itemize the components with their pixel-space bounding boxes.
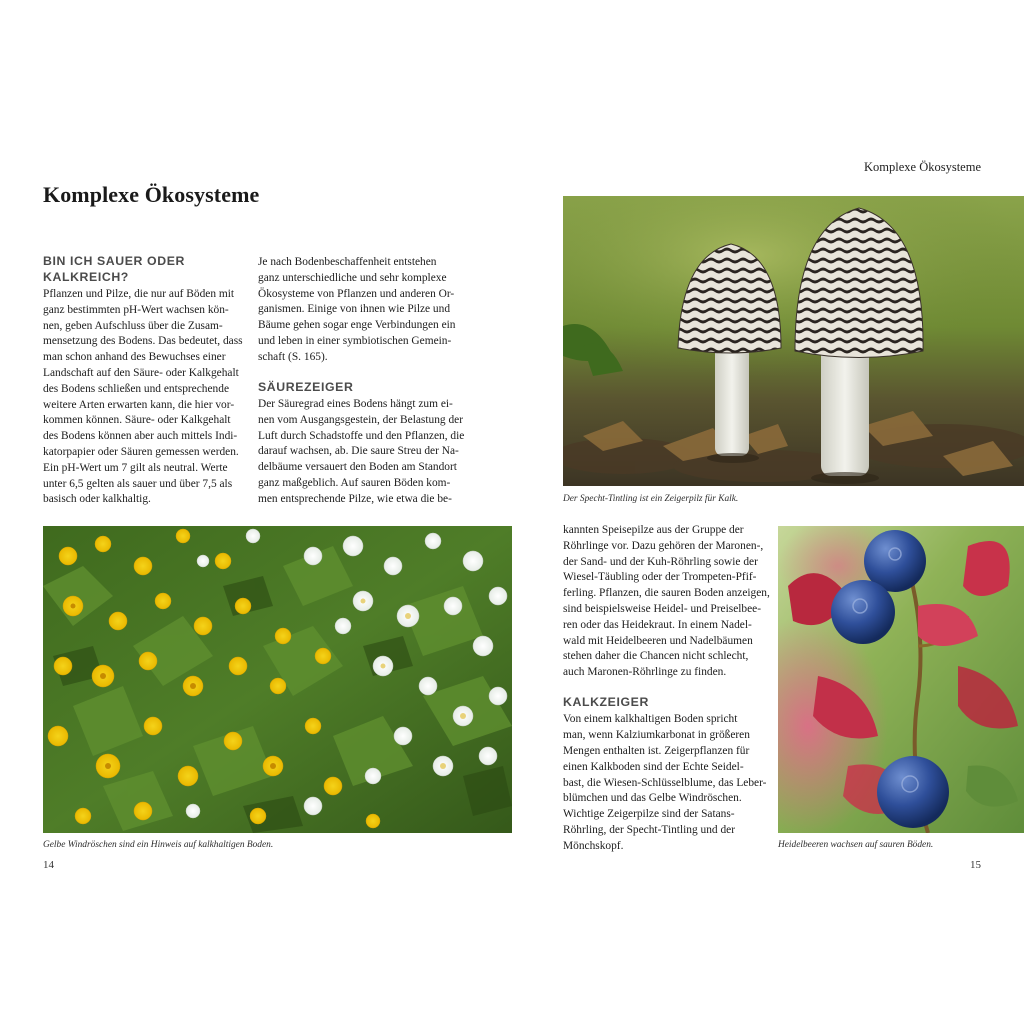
section-heading-saeurezeiger: SÄUREZEIGER <box>258 379 354 394</box>
section-heading-sauer-kalk: BIN ICH SAUER ODER KALKREICH? <box>43 254 185 284</box>
left-column-2 <box>258 255 472 508</box>
chapter-title: Komplexe Ökosysteme <box>43 182 260 207</box>
right-column <box>563 523 775 855</box>
section-body-sauer-kalk: Pflanzen und Pilze, die nur auf Böden mit ganz bestimmten pH-Wert wachsen kön- nen, geben Aufschluss über die Zusam- mensetzung des Bodens. Das bedeutet, dass man schon anhand des Bewuchses einer Landschaft auf den Säure- oder Kalkgehalt des Bodens schließen und entsprechende weitere Arten erwarten kann, die hier vor- kommen können. Säure- oder Kalkgehalt des Bodens können aber auch mittels Indi- katorpapier oder Säuren gemessen werden. Ein pH-Wert um 7 gilt als neutral. Werte unter 6,5 gelten als sauer und über 7,5 als basisch oder kalkhaltig. <box>43 288 243 506</box>
left-column-1 <box>43 254 253 508</box>
blueberry-caption: Heidelbeeren wachsen auf sauren Böden. <box>778 840 934 850</box>
mushroom-caption: Der Specht-Tintling ist ein Zeigerpilz für Kalk. <box>563 494 739 504</box>
anemone-photo <box>43 526 512 833</box>
continued-paragraph: kannten Speisepilze aus der Gruppe der Röhrlinge vor. Dazu gehören der Maronen-, der Sand- und der Kuh-Röhrling sowie der Wiesel-Täubling oder der Trompeten-Pfif- ferling. Pflanzen, die sauren Boden anzeigen, sind beispielsweise Heidel- und Preiselbee- ren oder das Heidekraut. In einem Nadel- wald mit Heidelbeeren und Nadelbäumen stehen daher die Chancen nicht schlecht, auch Maronen-Röhrlinge zu finden. <box>563 524 770 679</box>
intro-paragraph: Je nach Bodenbeschaffenheit entstehen ganz unterschiedliche und sehr komplexe Ökosysteme von Pflanzen und anderen Or- ganismen. Einige von ihnen wie Pilze und Bäume gehen sogar enge Verbindungen ein und leben in einer symbiotischen Gemein- schaft (S. 165). <box>258 256 456 363</box>
page-number-left: 14 <box>43 859 54 871</box>
running-head: Komplexe Ökosysteme <box>864 160 981 174</box>
section-body-saeurezeiger: Der Säuregrad eines Bodens hängt zum ei- nen vom Ausgangsgestein, der Belastung der Luft durch Schadstoffe und den Pflanzen, die darauf wachsen, ab. Die saure Streu der Na- delbäume versauert den Boden am Standort ganz maßgeblich. Auf sauren Böden kom- men entsprechende Pilze, wie etwa die be- <box>258 398 465 505</box>
page-number-right: 15 <box>970 859 981 871</box>
section-heading-kalkzeiger: KALKZEIGER <box>563 694 649 709</box>
blueberry-photo <box>778 526 1024 833</box>
section-body-kalkzeiger: Von einem kalkhaltigen Boden spricht man, wenn Kalziumkarbonat in größeren Mengen enthalten ist. Zeigerpflanzen für einen Kalkboden sind der Echte Seidel- bast, die Wiesen-Schlüsselblume, das Leber- blümchen und das Gelbe Windröschen. Wichtige Zeigerpilze sind der Satans- Röhrling, der Specht-Tintling und der Mönchskopf. <box>563 713 767 852</box>
anemone-caption: Gelbe Windröschen sind ein Hinweis auf kalkhaltigen Boden. <box>43 840 274 850</box>
mushroom-photo <box>563 196 1024 486</box>
